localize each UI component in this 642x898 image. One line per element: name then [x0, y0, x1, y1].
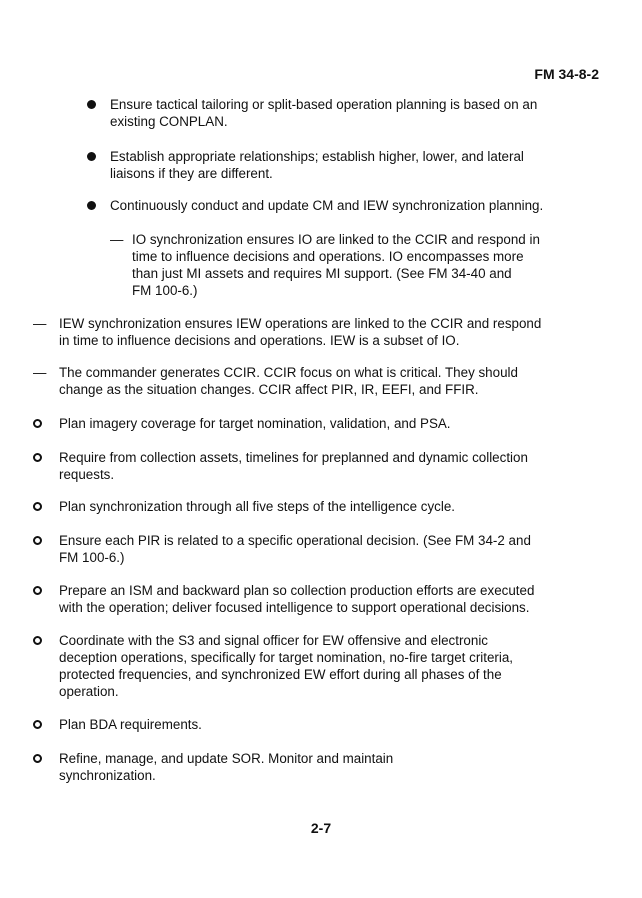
list-item-line: Coordinate with the S3 and signal officer for EW offensive and electronic — [59, 633, 488, 648]
page-number: 2-7 — [310, 820, 332, 836]
bullet-dot-icon — [87, 152, 96, 161]
list-item-line: Require from collection assets, timelines for preplanned and dynamic collection — [59, 450, 528, 465]
list-item-line: Establish appropriate relationships; establish higher, lower, and lateral — [110, 149, 524, 164]
list-item-line: with the operation; deliver focused intelligence to support operational decisions. — [59, 600, 530, 615]
list-item-line: protected frequencies, and synchronized EW effort during all phases of the — [59, 667, 502, 682]
list-item-line: deception operations, specifically for target nomination, no-fire target criteria, — [59, 650, 514, 665]
document-id-header: FM 34-8-2 — [534, 66, 599, 82]
list-item-line: Plan BDA requirements. — [59, 717, 202, 732]
list-item-line: IO synchronization ensures IO are linked to the CCIR and respond in — [132, 232, 540, 247]
list-item-line: IEW synchronization ensures IEW operations are linked to the CCIR and respond — [59, 316, 542, 331]
list-item-line: Refine, manage, and update SOR. Monitor and maintain — [59, 751, 394, 766]
list-item-line: Ensure tactical tailoring or split-based operation planning is based on an — [110, 97, 538, 112]
bullet-ring-icon — [33, 636, 42, 645]
list-item-line: requests. — [59, 467, 115, 482]
list-item-line: operation. — [59, 684, 119, 699]
bullet-ring-icon — [33, 536, 42, 545]
list-item-line: liaisons if they are different. — [110, 166, 273, 181]
list-item-line: existing CONPLAN. — [110, 114, 228, 129]
bullet-ring-icon — [33, 754, 42, 763]
list-item-line: in time to influence decisions and operations. IEW is a subset of IO. — [59, 333, 460, 348]
list-item-line: The commander generates CCIR. CCIR focus on what is critical. They should — [59, 365, 518, 380]
bullet-dot-icon — [87, 100, 96, 109]
bullet-dot-icon — [87, 201, 96, 210]
list-item-line: Prepare an ISM and backward plan so collection production efforts are executed — [59, 583, 535, 598]
list-item-line: Ensure each PIR is related to a specific operational decision. (See FM 34-2 and — [59, 533, 531, 548]
bullet-ring-icon — [33, 502, 42, 511]
dash-marker: — — [33, 316, 47, 331]
dash-marker: — — [33, 365, 47, 380]
bullet-ring-icon — [33, 720, 42, 729]
dash-marker: — — [110, 232, 124, 247]
list-item-line: Plan imagery coverage for target nomination, validation, and PSA. — [59, 416, 451, 431]
bullet-ring-icon — [33, 586, 42, 595]
list-item-line: FM 100-6.) — [132, 283, 198, 298]
list-item-line: synchronization. — [59, 768, 156, 783]
bullet-ring-icon — [33, 419, 42, 428]
list-item-line: Continuously conduct and update CM and IEW synchronization planning. — [110, 198, 544, 213]
list-item-line: Plan synchronization through all five steps of the intelligence cycle. — [59, 499, 455, 514]
list-item-line: time to influence decisions and operations. IO encompasses more — [132, 249, 524, 264]
list-item-line: change as the situation changes. CCIR affect PIR, IR, EEFI, and FFIR. — [59, 382, 479, 397]
list-item-line: FM 100-6.) — [59, 550, 125, 565]
bullet-ring-icon — [33, 453, 42, 462]
list-item-line: than just MI assets and requires MI support. (See FM 34-40 and — [132, 266, 512, 281]
